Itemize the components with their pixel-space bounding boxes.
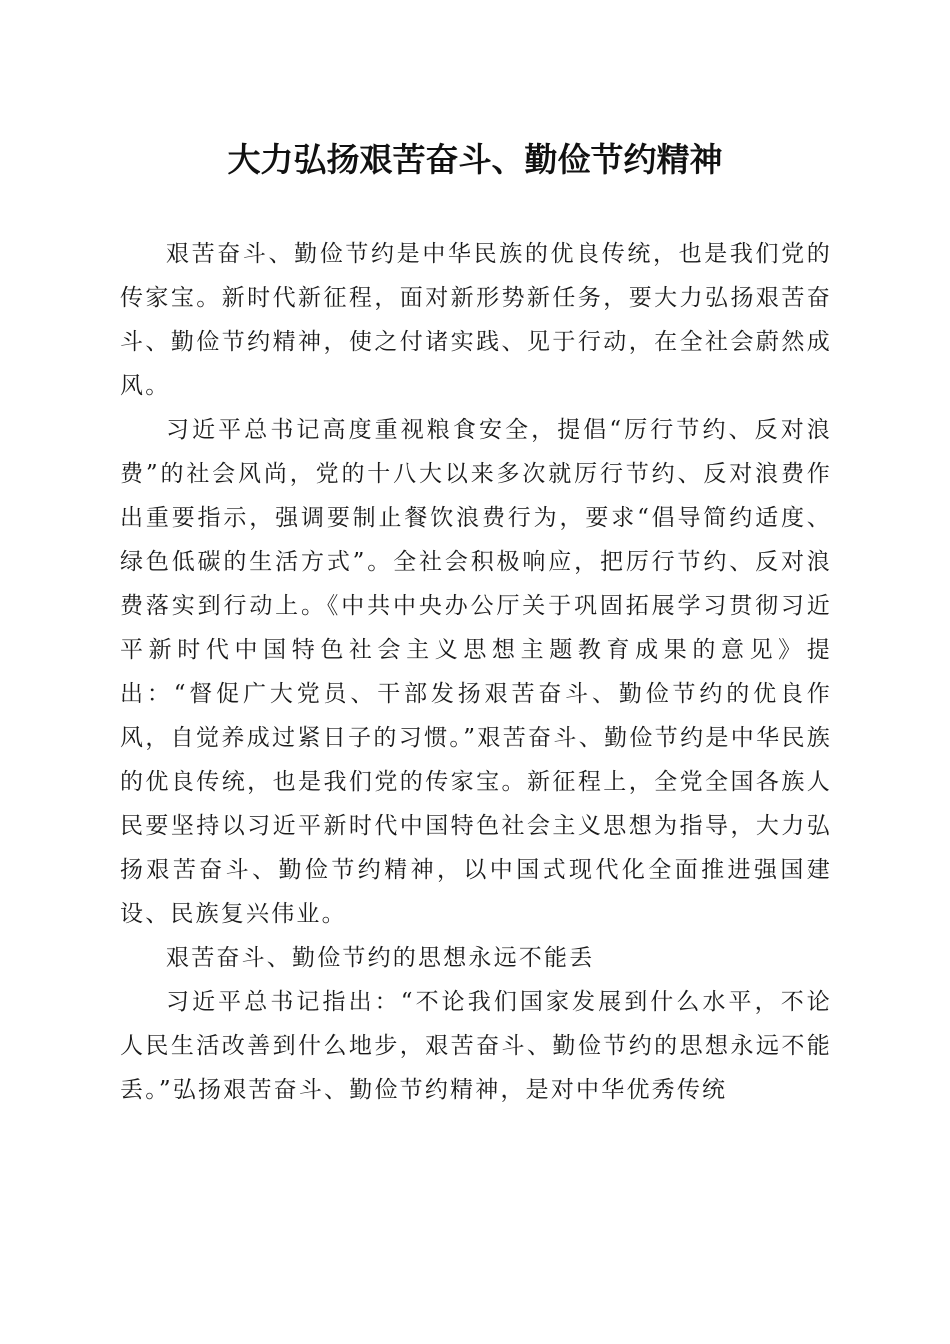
document-title: 大力弘扬艰苦奋斗、勤俭节约精神 <box>227 140 723 179</box>
paragraph-intro: 艰苦奋斗、勤俭节约是中华民族的优良传统，也是我们党的传家宝。新时代新征程，面对新形势新任务，要大力弘扬艰苦奋斗、勤俭节约精神，使之付诸实践、见于行动，在全社会蔚然成风。 <box>120 241 832 399</box>
document-body <box>120 232 832 1112</box>
section-heading: 艰苦奋斗、勤俭节约的思想永远不能丢 <box>166 945 595 971</box>
paragraph-food-security: 习近平总书记高度重视粮食安全，提倡“厉行节约、反对浪费”的社会风尚，党的十八大以来多次就厉行节约、反对浪费作出重要指示，强调要制止餐饮浪费行为，要求“倡导简约适度、绿色低碳的生活方式”。全社会积极响应，把厉行节约、反对浪费落实到行动上。《中共中央办公厅关于巩固拓展学习贯彻习近平新时代中国特色社会主义思想主题教育成果的意见》提出：“督促广大党员、干部发扬艰苦奋斗、勤俭节约的优良作风，自觉养成过紧日子的习惯。”艰苦奋斗、勤俭节约是中华民族的优良传统，也是我们党的传家宝。新征程上，全党全国各族人民要坚持以习近平新时代中国特色社会主义思想为指导，大力弘扬艰苦奋斗、勤俭节约精神，以中国式现代化全面推进强国建设、民族复兴伟业。 <box>120 417 832 927</box>
paragraph-quote: 习近平总书记指出：“不论我们国家发展到什么水平，不论人民生活改善到什么地步，艰苦奋斗、勤俭节约的思想永远不能丢。”弘扬艰苦奋斗、勤俭节约精神，是对中华优秀传统 <box>120 989 832 1103</box>
